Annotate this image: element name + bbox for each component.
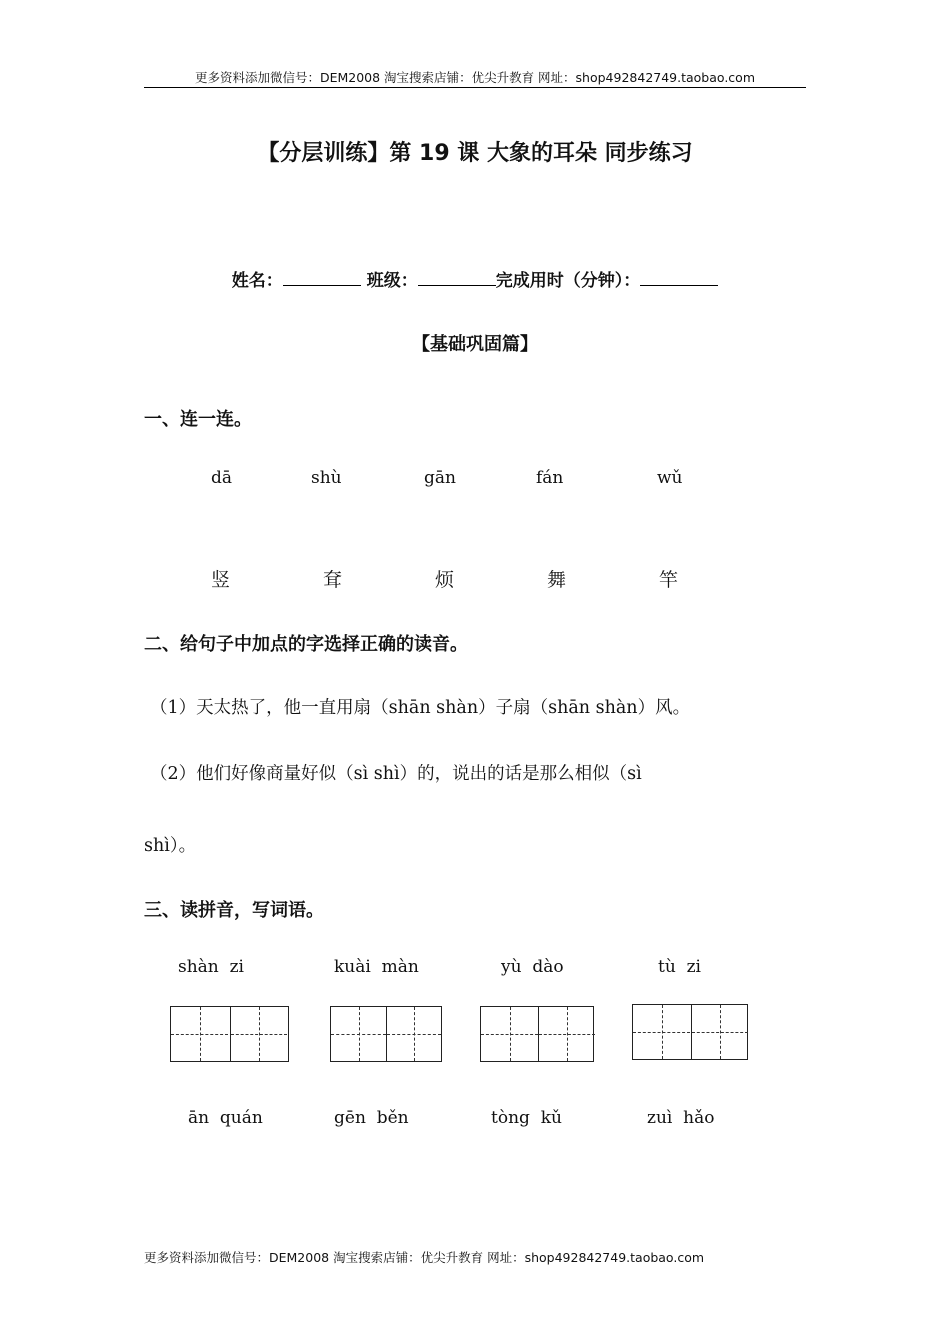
q3-title: 三、读拼音，写词语。	[144, 900, 324, 921]
q1-pinyin-4: fán	[536, 468, 564, 488]
q2-title: 二、给句子中加点的字选择正确的读音。	[144, 634, 468, 655]
q1-hanzi-3: 烦	[435, 569, 455, 591]
writing-grid-4[interactable]	[632, 1004, 748, 1060]
grid-cell[interactable]	[691, 1005, 748, 1059]
q1-title: 一、连一连。	[144, 409, 252, 430]
q3-pinyin-5: ān quán	[188, 1108, 263, 1128]
q1-pinyin-2: shù	[311, 468, 342, 488]
q1-hanzi-2: 耷	[323, 569, 343, 591]
name-label: 姓名：	[231, 271, 283, 291]
header-divider	[144, 87, 806, 88]
section-heading: 【基础巩固篇】	[412, 334, 538, 355]
q3-pinyin-6: gēn běn	[334, 1108, 409, 1128]
student-info-line	[0, 266, 950, 291]
q2-sentence-2b: shì）。	[144, 836, 197, 856]
grid-cell[interactable]	[538, 1007, 595, 1061]
q2-sentence-1: （1）天太热了，他一直用扇（shān shàn）子扇（shān shàn）风。	[150, 698, 691, 718]
q3-pinyin-8: zuì hǎo	[647, 1108, 715, 1128]
grid-cell[interactable]	[633, 1005, 690, 1059]
time-label: 完成用时（分钟）：	[495, 271, 641, 291]
name-blank[interactable]	[283, 268, 361, 286]
q1-pinyin-3: gān	[424, 468, 456, 488]
grid-cell[interactable]	[230, 1007, 287, 1061]
class-label: 班级：	[366, 271, 418, 291]
page-header: 更多资料添加微信号：DEM2008 淘宝搜索店铺：优尖升教育 网址：shop492842749.taobao.com	[194, 70, 756, 85]
q1-hanzi-1: 竖	[211, 569, 231, 591]
grid-cell[interactable]	[481, 1007, 538, 1061]
page-footer: 更多资料添加微信号：DEM2008 淘宝搜索店铺：优尖升教育 网址：shop492842749.taobao.com	[144, 1250, 705, 1265]
q2-sentence-2a: （2）他们好像商量好似（sì shì）的，说出的话是那么相似（sì	[150, 764, 642, 784]
q1-hanzi-5: 竿	[659, 569, 679, 591]
q3-pinyin-4: tù zi	[658, 957, 701, 977]
q3-pinyin-7: tòng kǔ	[491, 1108, 562, 1128]
grid-cell[interactable]	[331, 1007, 386, 1061]
class-blank[interactable]	[418, 268, 496, 286]
q1-pinyin-1: dā	[211, 468, 233, 488]
writing-grid-2[interactable]	[330, 1006, 442, 1062]
writing-grid-1[interactable]	[170, 1006, 289, 1062]
time-blank[interactable]	[640, 268, 718, 286]
writing-grid-3[interactable]	[480, 1006, 594, 1062]
grid-cell[interactable]	[171, 1007, 228, 1061]
q1-pinyin-5: wǔ	[657, 468, 683, 488]
q3-pinyin-3: yù dào	[501, 957, 564, 977]
q3-pinyin-2: kuài màn	[334, 957, 419, 977]
q1-hanzi-4: 舞	[547, 569, 567, 591]
grid-cell[interactable]	[386, 1007, 441, 1061]
q3-pinyin-1: shàn zi	[178, 957, 244, 977]
page-title: 【分层训练】第 19 课 大象的耳朵 同步练习	[257, 141, 693, 166]
